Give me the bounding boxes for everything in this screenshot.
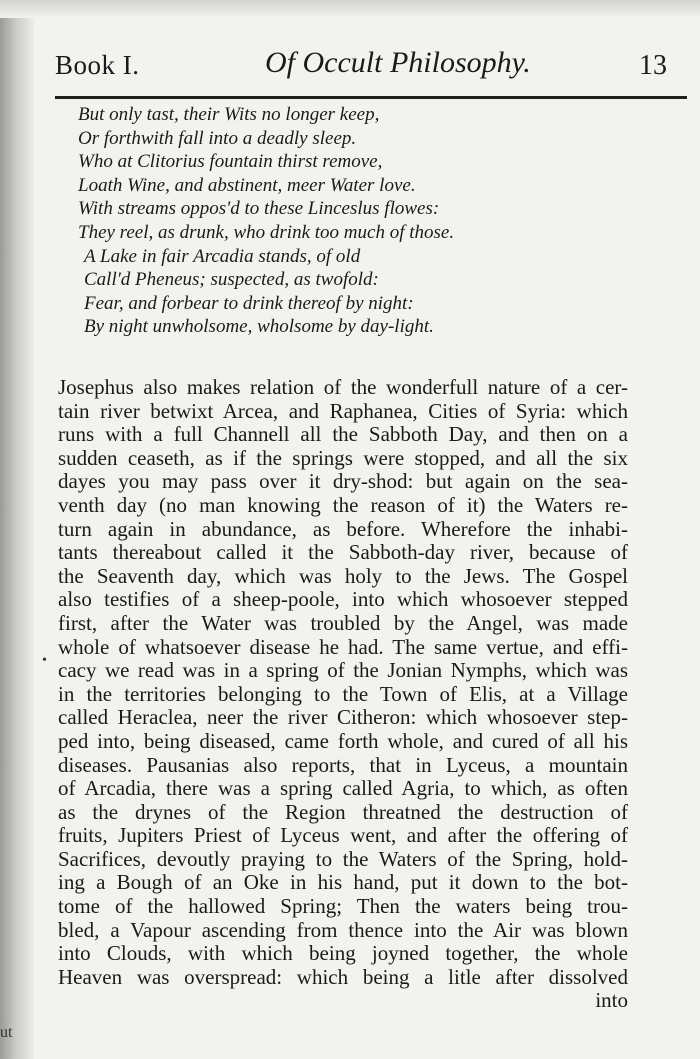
prose-line: the Seaventh day, which was holy to the Jews. The Gospel [58, 563, 628, 588]
prose-line: as the drynes of the Region threatned the destruction of [58, 799, 628, 824]
page-number: 13 [639, 50, 667, 81]
prose-line: runs with a full Channell all the Sabboth Day, and then on a [58, 422, 628, 447]
prose-paragraph [58, 376, 628, 1013]
prose-line: tants thereabout called it the Sabboth-day river, because of [58, 540, 628, 565]
prose-line: tome of the hallowed Spring; Then the waters being trou- [58, 894, 628, 919]
verse-line: Fear, and forbear to drink thereof by night: [84, 292, 414, 314]
book-label: Book I. [55, 50, 140, 80]
prose-line: dayes you may pass over it dry-shod: but again on the sea- [58, 469, 628, 494]
running-title: Of Occult Philosophy. [265, 46, 531, 79]
prose-line: diseases. Pausanias also reports, that in Lyceus, a mountain [58, 752, 628, 777]
header-rule [55, 96, 687, 99]
prose-line: into Clouds, with which being joyned together, the whole [58, 941, 628, 966]
prose-line: bled, a Vapour ascending from thence into the Air was blown [58, 917, 628, 942]
verse-line: By night unwholsome, wholsome by day-light. [84, 316, 434, 338]
verse-line: Loath Wine, and abstinent, meer Water love. [78, 174, 416, 196]
margin-fragment: ut [0, 1024, 13, 1041]
prose-line: venth day (no man knowing the reason of it) the Waters re- [58, 492, 628, 517]
prose-line: Josephus also makes relation of the wonderfull nature of a cer- [58, 375, 628, 399]
margin-bullet-icon: • [42, 653, 47, 668]
prose-line: cacy we read was in a spring of the Jonian Nymphs, which was [58, 658, 628, 683]
verse-line: They reel, as drunk, who drink too much of those. [78, 221, 455, 243]
verse-line: With streams oppos'd to these Linceslus flowes: [78, 198, 440, 220]
prose-line: Heaven was overspread: which being a litle after dissolved [58, 964, 628, 989]
page-gutter-shadow [0, 0, 34, 1059]
verse-line: A Lake in fair Arcadia stands, of old [84, 245, 361, 267]
verse-block [78, 103, 678, 339]
page-top-shadow [0, 0, 700, 18]
prose-line: called Heraclea, neer the river Citheron: which whosoever step- [58, 705, 628, 730]
catchword: into [595, 988, 628, 1013]
running-header [55, 40, 687, 96]
prose-line: Sacrifices, devoutly praying to the Waters of the Spring, hold- [58, 846, 628, 871]
prose-line: fruits, Jupiters Priest of Lyceus went, and after the offering of [58, 823, 628, 848]
verse-line: Who at Clitorius fountain thirst remove, [78, 151, 383, 173]
prose-line: ped into, being diseased, came forth whole, and cured of all his [58, 728, 628, 753]
prose-line: also testifies of a sheep-poole, into which whosoever stepped [58, 587, 628, 612]
verse-line: Call'd Pheneus; suspected, as twofold: [84, 269, 379, 291]
prose-line: first, after the Water was troubled by the Angel, was made [58, 610, 628, 635]
prose-line: tain river betwixt Arcea, and Raphanea, Cities of Syria: which [58, 398, 628, 423]
prose-line: ing a Bough of an Oke in his hand, put it down to the bot- [58, 870, 628, 895]
prose-line: turn again in abundance, as before. Wherefore the inhabi- [58, 516, 628, 541]
prose-line: sudden ceaseth, as if the springs were stopped, and all the six [58, 445, 628, 470]
prose-line: in the territories belonging to the Town of Elis, at a Village [58, 681, 628, 706]
verse-line: But only tast, their Wits no longer keep, [78, 104, 380, 125]
verse-line: Or forthwith fall into a deadly sleep. [78, 127, 357, 149]
prose-line: of Arcadia, there was a spring called Agria, to which, as often [58, 776, 628, 801]
prose-line: whole of whatsoever disease he had. The same vertue, and effi- [58, 634, 628, 659]
